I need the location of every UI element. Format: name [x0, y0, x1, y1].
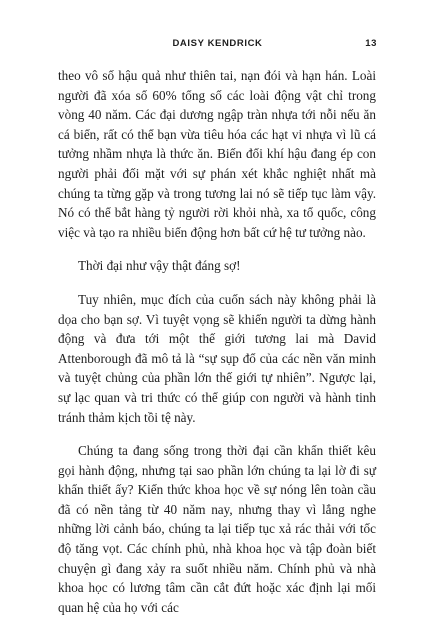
- paragraph-purpose: Tuy nhiên, mục đích của cuốn sách này không phải là dọa cho bạn sợ. Vì tuyệt vọng sẽ khiến người ta dừng hành động và đưa tới một thế giới tương lai mà David Attenborough đã mô tả là “sự sụp đổ của các nền văn minh và tuyệt chủng của phần lớn thế giới tự nhiên”. Ngược lại, sự lạc quan và tri thức có thể giúp con người và hành tinh tránh thảm kịch tồi tệ này.: [58, 291, 376, 425]
- body-text: [58, 66, 376, 631]
- running-head: [58, 38, 377, 52]
- page-number: 13: [365, 38, 377, 49]
- paragraph-exclamation: Thời đại như vậy thật đáng sợ!: [78, 258, 241, 274]
- author-name: DAISY KENDRICK: [172, 38, 263, 49]
- paragraph-urgency: Chúng ta đang sống trong thời đại cần khẩn thiết kêu gọi hành động, nhưng tại sao phần lớn chúng ta lại lờ đi sự khẩn thiết ấy? Kiến thức khoa học về sự nóng lên toàn cầu đã có nền tảng từ 40 năm nay, nhưng thay vì lắng nghe những lời cảnh báo, chúng ta lại tiếp tục xả rác thải với tốc độ tăng vọt. Các chính phủ, nhà khoa học và tập đoàn biết chuyện gì đang xảy ra suốt nhiều năm. Chính phủ và nhà khoa học có lương tâm cần cắt đứt hoặc xác định lại mối quan hệ của họ với các: [58, 443, 376, 615]
- paragraph-continued: theo vô số hậu quả như thiên tai, nạn đói và hạn hán. Loài người đã xóa sổ 60% tổng số các loài động vật chỉ trong vòng 40 năm. Các đại dương ngập tràn nhựa tới nỗi nếu ăn cá biển, rất có thể bạn vừa tiêu hóa các hạt vi nhựa vì lũ cá tưởng nhầm nhựa là thức ăn. Biến đổi khí hậu đang ép con người phải đối mặt với sự phán xét khắc nghiệt nhất mà chúng ta từng gặp và trong tương lai nó sẽ tiếp tục làm vậy. Nó có thể bắt hàng tỷ người rời khỏi nhà, xa tổ quốc, công việc và tạo ra nhiều biến động hơn bất cứ hệ tư tưởng nào.: [58, 68, 376, 240]
